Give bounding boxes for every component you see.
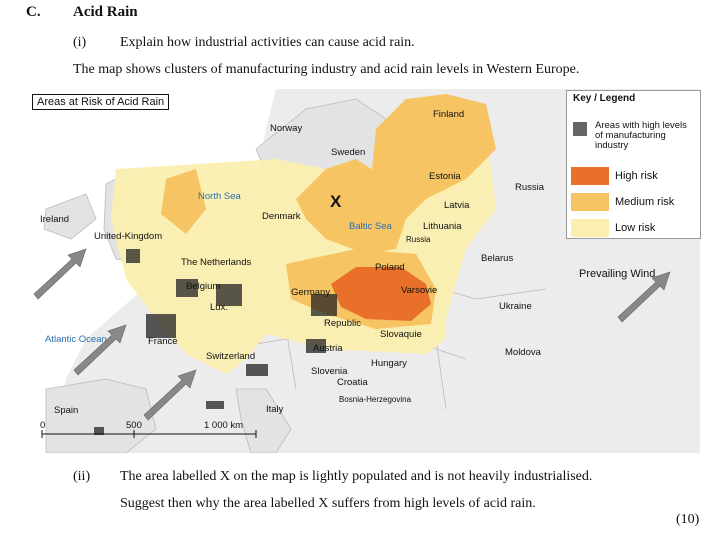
- label-uk: United-Kingdom: [94, 231, 163, 242]
- section-label: C.: [26, 4, 41, 20]
- label-varsovie: Varsovie: [401, 285, 438, 296]
- question-i-number: (i): [73, 35, 87, 50]
- legend-title: Key / Legend: [573, 93, 636, 104]
- label-netherlands: The Netherlands: [181, 257, 252, 268]
- label-atlantic: Atlantic Ocean: [45, 334, 107, 345]
- legend-label-high: High risk: [615, 170, 658, 182]
- legend-swatch-medium: [571, 193, 609, 211]
- label-russia-2: Russia: [406, 235, 431, 244]
- label-ireland: Ireland: [40, 214, 70, 225]
- label-lithuania: Lithuania: [423, 221, 462, 232]
- legend-label-medium: Medium risk: [615, 196, 675, 208]
- legend-swatch-low: [571, 219, 609, 237]
- label-italy: Italy: [266, 404, 284, 415]
- label-russia: Russia: [515, 182, 545, 193]
- label-belarus: Belarus: [481, 253, 514, 264]
- prevailing-wind-label: Prevailing Wind: [579, 268, 656, 280]
- scale-end: 1 000 km: [204, 420, 244, 431]
- map-intro-text: The map shows clusters of manufacturing industry and acid rain levels in Western Europe.: [73, 62, 580, 77]
- label-finland: Finland: [433, 109, 465, 120]
- label-belgium: Belgium: [186, 281, 221, 292]
- label-estonia: Estonia: [429, 171, 461, 182]
- scale-mid: 500: [126, 420, 142, 431]
- acid-rain-map: [26, 89, 700, 453]
- industry-symbol-icon: [573, 122, 587, 136]
- label-austria: Austria: [313, 343, 343, 354]
- marks-label: (10): [676, 512, 700, 527]
- question-i-text: Explain how industrial activities can cause acid rain.: [120, 35, 415, 50]
- label-hungary: Hungary: [371, 358, 407, 369]
- label-croatia: Croatia: [337, 377, 368, 388]
- map-title: Areas at Risk of Acid Rain: [32, 94, 169, 110]
- label-france: France: [148, 336, 178, 347]
- label-republic: Republic: [324, 318, 361, 329]
- label-germany: Germany: [291, 287, 331, 298]
- legend-swatch-high: [571, 167, 609, 185]
- legend-label-low: Low risk: [615, 222, 656, 234]
- label-north-sea: North Sea: [198, 191, 241, 202]
- label-poland: Poland: [375, 262, 405, 273]
- legend-industry-label: Areas with high levels of manufacturing industry: [595, 120, 687, 151]
- section-title: Acid Rain: [73, 4, 138, 20]
- label-norway: Norway: [270, 123, 303, 134]
- question-ii-number: (ii): [73, 469, 91, 484]
- label-moldova: Moldova: [505, 347, 541, 358]
- label-denmark: Denmark: [262, 211, 301, 222]
- map-legend: [566, 90, 701, 239]
- label-ukraine: Ukraine: [499, 301, 532, 312]
- label-switzerland: Switzerland: [206, 351, 256, 362]
- label-sweden: Sweden: [331, 147, 366, 158]
- label-baltic-sea: Baltic Sea: [349, 221, 392, 232]
- scale-zero: 0: [40, 420, 46, 431]
- question-ii-text-2: Suggest then why the area labelled X suffers from high levels of acid rain.: [120, 496, 536, 511]
- marker-x: X: [330, 192, 342, 211]
- question-ii-text-1: The area labelled X on the map is lightly populated and is not heavily industrialised.: [120, 469, 593, 484]
- label-slovaquie: Slovaquie: [380, 329, 422, 340]
- label-spain: Spain: [54, 405, 79, 416]
- label-bosnia: Bosnia-Herzegovina: [339, 395, 412, 404]
- label-slovenia: Slovenia: [311, 366, 348, 377]
- label-lux: Lux.: [210, 302, 228, 313]
- label-latvia: Latvia: [444, 200, 470, 211]
